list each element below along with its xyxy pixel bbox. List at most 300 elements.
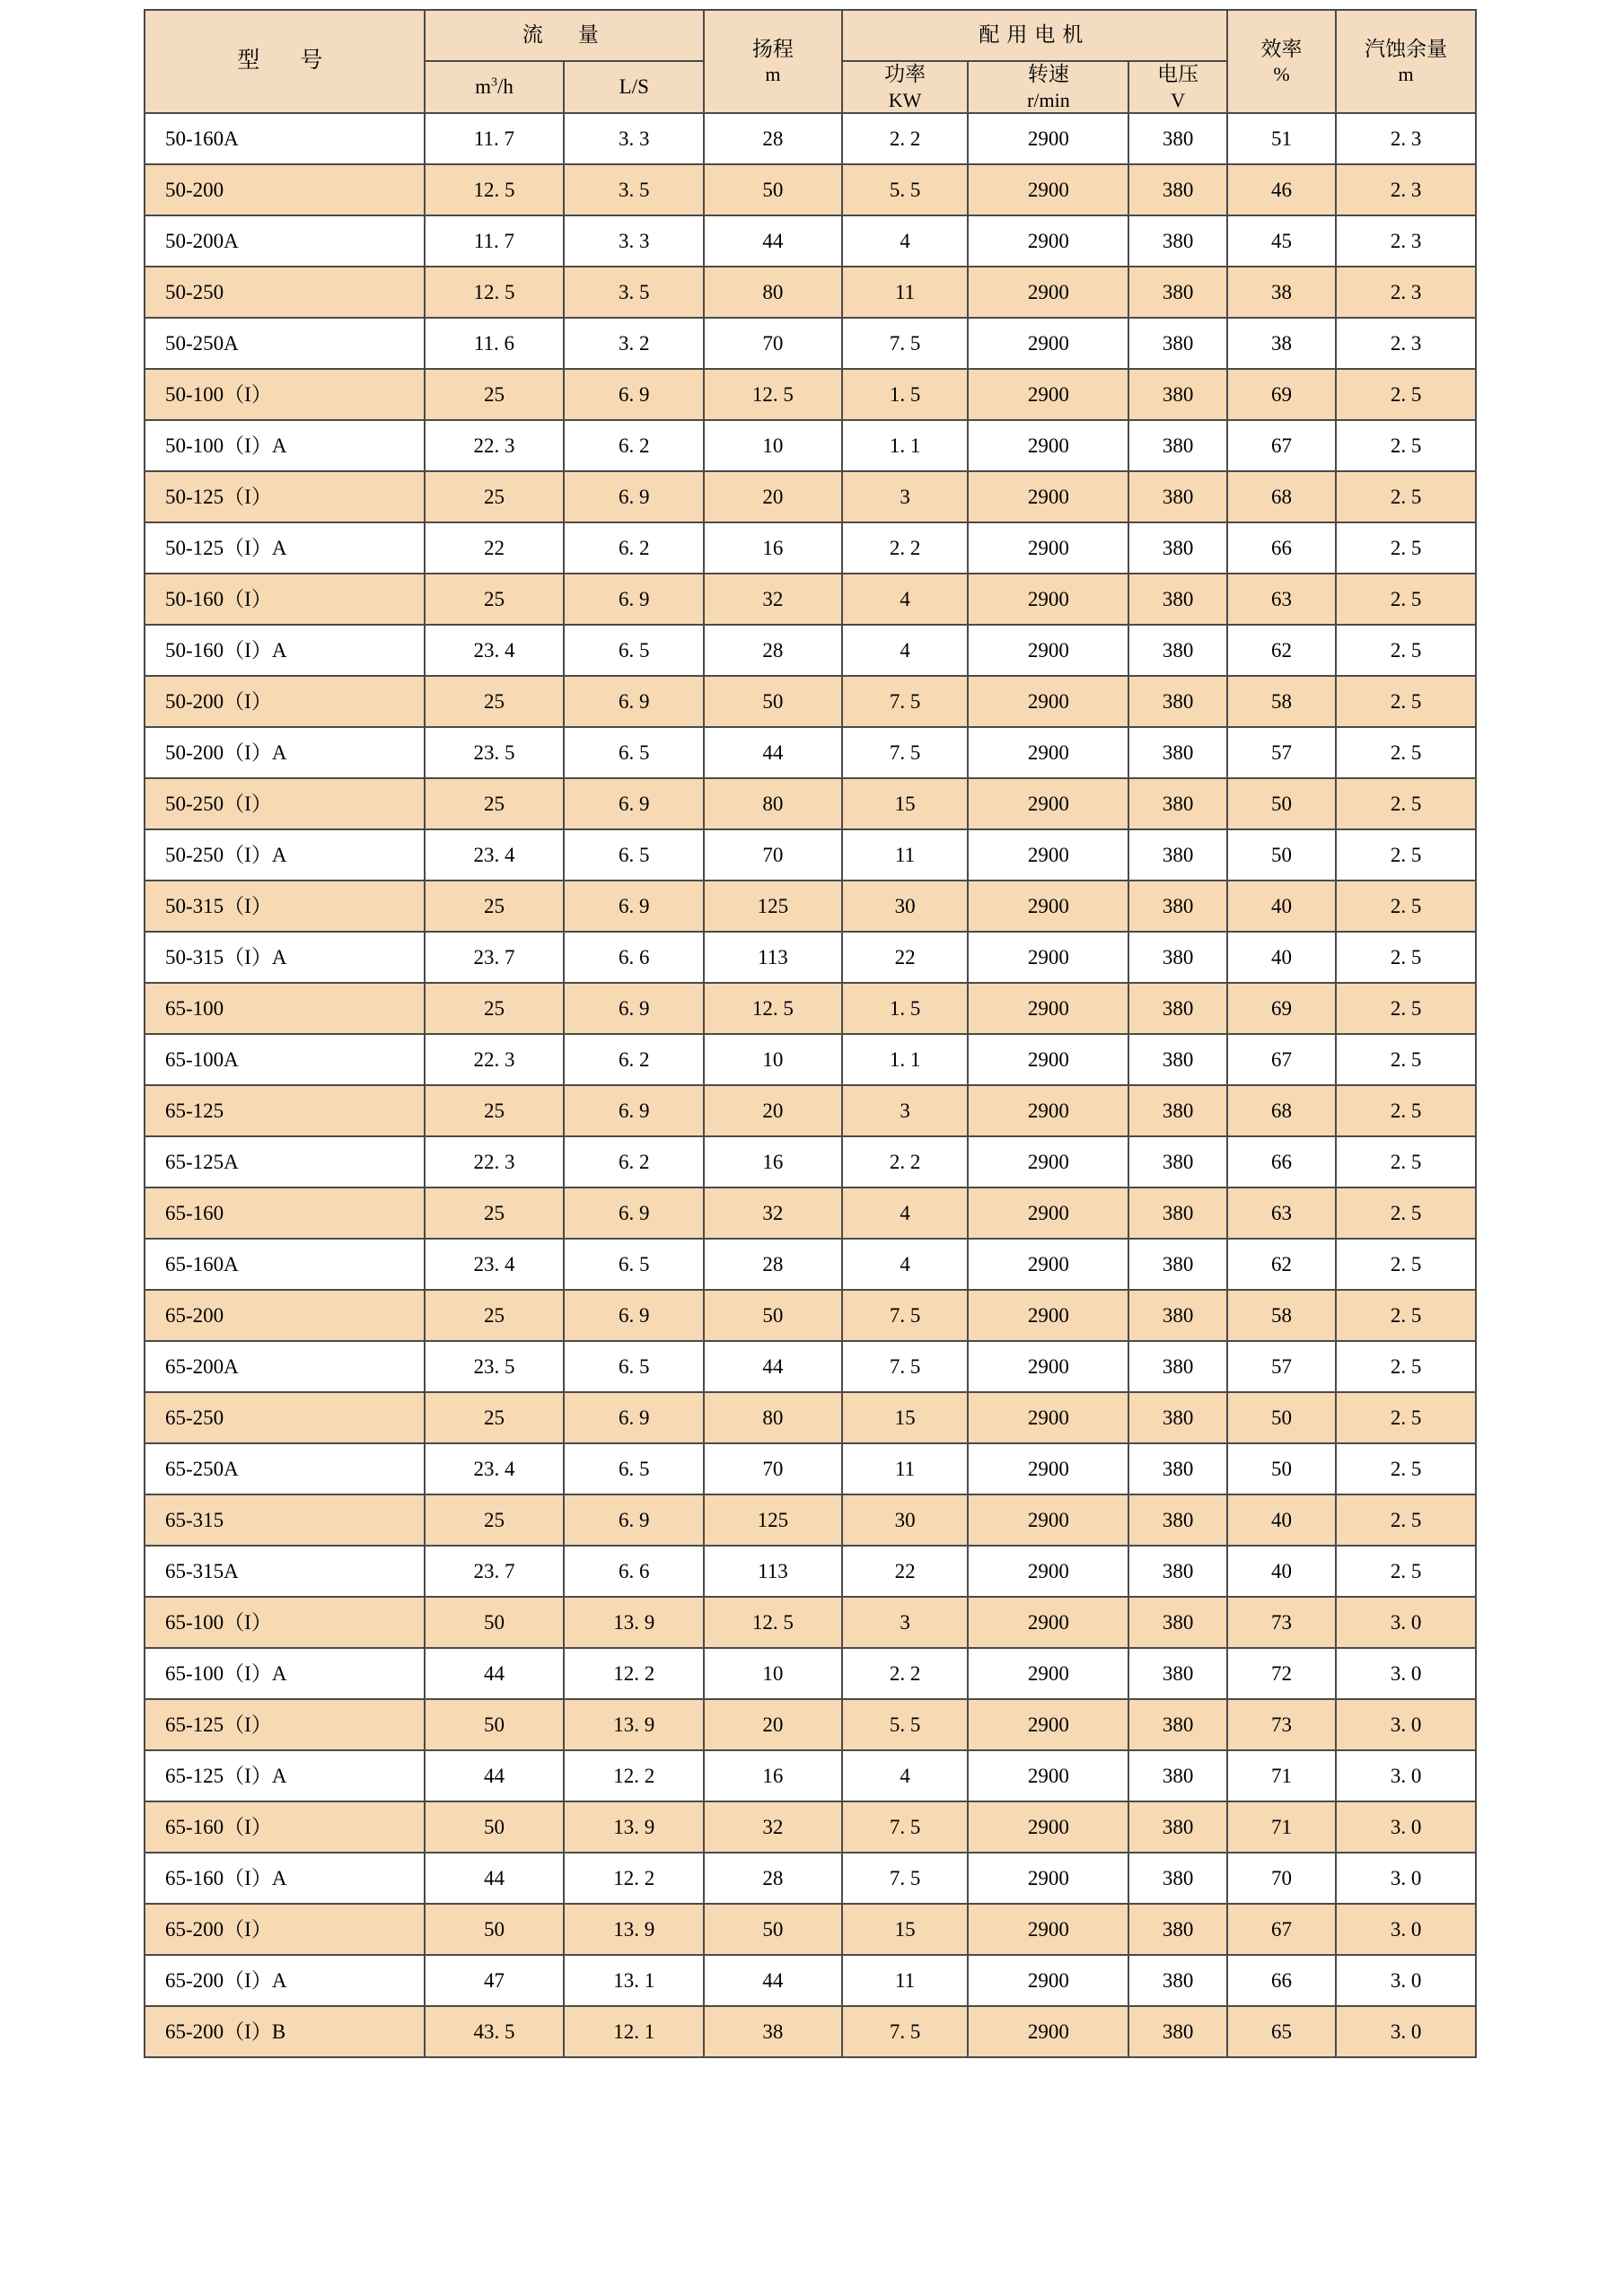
cell-flow-m3h: 11. 6: [425, 318, 565, 369]
cell-power-kw: 7. 5: [842, 727, 969, 778]
cell-power-kw: 2. 2: [842, 522, 969, 574]
cell-head: 38: [704, 2006, 841, 2057]
cell-speed-rpm: 2900: [968, 727, 1128, 778]
cell-voltage: 380: [1128, 267, 1227, 318]
cell-head: 12. 5: [704, 983, 841, 1034]
cell-efficiency: 58: [1227, 676, 1336, 727]
cell-model: 50-160（I）: [145, 574, 425, 625]
cell-speed-rpm: 2900: [968, 1750, 1128, 1801]
cell-flow-m3h: 23. 4: [425, 1239, 565, 1290]
cell-power-kw: 1. 1: [842, 1034, 969, 1085]
cell-power-kw: 1. 5: [842, 983, 969, 1034]
cell-speed-rpm: 2900: [968, 574, 1128, 625]
table-row: [145, 1290, 1476, 1341]
cell-head: 113: [704, 932, 841, 983]
cell-power-kw: 7. 5: [842, 1853, 969, 1904]
cell-flow-ls: 12. 1: [564, 2006, 704, 2057]
cell-flow-m3h: 25: [425, 881, 565, 932]
cell-power-kw: 4: [842, 1239, 969, 1290]
cell-model: 50-250（I）: [145, 778, 425, 829]
cell-model: 50-250: [145, 267, 425, 318]
cell-flow-ls: 12. 2: [564, 1853, 704, 1904]
cell-model: 65-125（I）A: [145, 1750, 425, 1801]
cell-npsh: 2. 5: [1336, 1239, 1476, 1290]
table-row: [145, 1443, 1476, 1494]
table-row: [145, 1904, 1476, 1955]
cell-flow-ls: 3. 5: [564, 267, 704, 318]
cell-flow-m3h: 25: [425, 983, 565, 1034]
cell-speed-rpm: 2900: [968, 1290, 1128, 1341]
cell-npsh: 3. 0: [1336, 1750, 1476, 1801]
cell-head: 10: [704, 1648, 841, 1699]
spec-table-page: [144, 9, 1477, 2058]
cell-head: 125: [704, 1494, 841, 1546]
cell-voltage: 380: [1128, 574, 1227, 625]
cell-flow-m3h: 25: [425, 1494, 565, 1546]
cell-flow-ls: 3. 5: [564, 164, 704, 215]
cell-model: 65-160（I）A: [145, 1853, 425, 1904]
cell-head: 16: [704, 1750, 841, 1801]
cell-npsh: 2. 5: [1336, 983, 1476, 1034]
cell-efficiency: 40: [1227, 932, 1336, 983]
cell-head: 16: [704, 522, 841, 574]
cell-speed-rpm: 2900: [968, 625, 1128, 676]
table-row: [145, 1392, 1476, 1443]
cell-npsh: 2. 5: [1336, 1034, 1476, 1085]
cell-flow-ls: 6. 2: [564, 1034, 704, 1085]
cell-npsh: 2. 5: [1336, 1494, 1476, 1546]
cell-model: 50-200（I）A: [145, 727, 425, 778]
cell-model: 65-200（I）A: [145, 1955, 425, 2006]
table-row: [145, 215, 1476, 267]
cell-speed-rpm: 2900: [968, 1136, 1128, 1187]
cell-power-kw: 15: [842, 1904, 969, 1955]
cell-flow-m3h: 25: [425, 369, 565, 420]
cell-npsh: 2. 5: [1336, 471, 1476, 522]
cell-model: 65-100: [145, 983, 425, 1034]
table-body: [145, 113, 1476, 2057]
cell-voltage: 380: [1128, 215, 1227, 267]
cell-efficiency: 68: [1227, 471, 1336, 522]
cell-model: 50-250A: [145, 318, 425, 369]
cell-power-kw: 3: [842, 471, 969, 522]
cell-efficiency: 50: [1227, 778, 1336, 829]
cell-npsh: 2. 5: [1336, 881, 1476, 932]
cell-speed-rpm: 2900: [968, 1341, 1128, 1392]
cell-flow-ls: 3. 3: [564, 113, 704, 164]
cell-model: 50-200: [145, 164, 425, 215]
cell-flow-m3h: 23. 4: [425, 625, 565, 676]
cell-efficiency: 62: [1227, 625, 1336, 676]
cell-efficiency: 45: [1227, 215, 1336, 267]
cell-model: 50-200A: [145, 215, 425, 267]
cell-speed-rpm: 2900: [968, 318, 1128, 369]
cell-head: 12. 5: [704, 1597, 841, 1648]
cell-power-kw: 5. 5: [842, 164, 969, 215]
cell-head: 80: [704, 1392, 841, 1443]
cell-flow-ls: 6. 5: [564, 625, 704, 676]
cell-flow-ls: 6. 9: [564, 676, 704, 727]
cell-flow-ls: 13. 9: [564, 1597, 704, 1648]
cell-head: 44: [704, 727, 841, 778]
cell-efficiency: 70: [1227, 1853, 1336, 1904]
cell-flow-m3h: 22: [425, 522, 565, 574]
table-row: [145, 574, 1476, 625]
header-efficiency: [1227, 10, 1336, 113]
cell-flow-ls: 12. 2: [564, 1648, 704, 1699]
cell-flow-m3h: 50: [425, 1699, 565, 1750]
header-efficiency-label: 效率: [1260, 37, 1303, 60]
header-flow-ls: L/S: [564, 61, 704, 113]
cell-power-kw: 5. 5: [842, 1699, 969, 1750]
cell-head: 113: [704, 1546, 841, 1597]
table-row: [145, 1699, 1476, 1750]
table-row: [145, 267, 1476, 318]
cell-efficiency: 67: [1227, 420, 1336, 471]
cell-npsh: 3. 0: [1336, 1955, 1476, 2006]
cell-speed-rpm: 2900: [968, 1801, 1128, 1853]
cell-head: 32: [704, 1187, 841, 1239]
cell-model: 65-160（I）: [145, 1801, 425, 1853]
cell-flow-ls: 6. 9: [564, 1494, 704, 1546]
cell-npsh: 2. 5: [1336, 829, 1476, 881]
cell-speed-rpm: 2900: [968, 829, 1128, 881]
cell-head: 12. 5: [704, 369, 841, 420]
cell-npsh: 3. 0: [1336, 1699, 1476, 1750]
cell-power-kw: 2. 2: [842, 113, 969, 164]
cell-head: 20: [704, 471, 841, 522]
cell-efficiency: 50: [1227, 1443, 1336, 1494]
cell-flow-m3h: 22. 3: [425, 1136, 565, 1187]
table-header: [145, 10, 1476, 113]
cell-head: 80: [704, 778, 841, 829]
cell-voltage: 380: [1128, 1290, 1227, 1341]
cell-efficiency: 63: [1227, 1187, 1336, 1239]
cell-head: 10: [704, 1034, 841, 1085]
table-row: [145, 1750, 1476, 1801]
cell-flow-m3h: 11. 7: [425, 113, 565, 164]
header-voltage-unit: V: [1171, 88, 1186, 111]
cell-npsh: 2. 5: [1336, 676, 1476, 727]
cell-flow-m3h: 25: [425, 676, 565, 727]
table-row: [145, 1085, 1476, 1136]
cell-speed-rpm: 2900: [968, 983, 1128, 1034]
cell-model: 65-315: [145, 1494, 425, 1546]
cell-head: 28: [704, 113, 841, 164]
cell-flow-m3h: 50: [425, 1801, 565, 1853]
cell-head: 20: [704, 1699, 841, 1750]
cell-flow-ls: 6. 2: [564, 420, 704, 471]
table-row: [145, 1136, 1476, 1187]
table-row: [145, 1597, 1476, 1648]
cell-model: 65-125（I）: [145, 1699, 425, 1750]
cell-head: 125: [704, 881, 841, 932]
cell-voltage: 380: [1128, 625, 1227, 676]
cell-efficiency: 38: [1227, 318, 1336, 369]
cell-npsh: 2. 3: [1336, 318, 1476, 369]
cell-npsh: 2. 5: [1336, 1392, 1476, 1443]
cell-voltage: 380: [1128, 676, 1227, 727]
cell-efficiency: 50: [1227, 829, 1336, 881]
cell-flow-m3h: 11. 7: [425, 215, 565, 267]
cell-efficiency: 51: [1227, 113, 1336, 164]
cell-flow-m3h: 44: [425, 1853, 565, 1904]
cell-model: 50-125（I）A: [145, 522, 425, 574]
cell-power-kw: 11: [842, 829, 969, 881]
cell-speed-rpm: 2900: [968, 1546, 1128, 1597]
cell-npsh: 2. 5: [1336, 1187, 1476, 1239]
cell-npsh: 2. 5: [1336, 420, 1476, 471]
cell-head: 44: [704, 215, 841, 267]
table-row: [145, 932, 1476, 983]
cell-efficiency: 40: [1227, 1494, 1336, 1546]
cell-flow-ls: 6. 9: [564, 1187, 704, 1239]
cell-efficiency: 73: [1227, 1597, 1336, 1648]
table-row: [145, 318, 1476, 369]
table-row: [145, 778, 1476, 829]
cell-voltage: 380: [1128, 522, 1227, 574]
cell-efficiency: 71: [1227, 1801, 1336, 1853]
cell-head: 50: [704, 1290, 841, 1341]
cell-voltage: 380: [1128, 2006, 1227, 2057]
header-flow-m3h: [425, 61, 565, 113]
header-power: [842, 61, 969, 113]
header-efficiency-unit: %: [1273, 63, 1290, 86]
cell-speed-rpm: 2900: [968, 113, 1128, 164]
header-row-1: [145, 10, 1476, 61]
header-model: 型 号: [145, 10, 425, 113]
header-speed: [968, 61, 1128, 113]
cell-power-kw: 4: [842, 1187, 969, 1239]
table-row: [145, 1187, 1476, 1239]
cell-flow-ls: 3. 2: [564, 318, 704, 369]
cell-flow-m3h: 44: [425, 1648, 565, 1699]
cell-efficiency: 63: [1227, 574, 1336, 625]
cell-efficiency: 69: [1227, 369, 1336, 420]
cell-flow-m3h: 23. 7: [425, 1546, 565, 1597]
cell-speed-rpm: 2900: [968, 1494, 1128, 1546]
cell-head: 44: [704, 1341, 841, 1392]
cell-head: 32: [704, 574, 841, 625]
table-row: [145, 1801, 1476, 1853]
cell-head: 80: [704, 267, 841, 318]
cell-model: 65-200A: [145, 1341, 425, 1392]
cell-power-kw: 15: [842, 1392, 969, 1443]
cell-flow-ls: 6. 9: [564, 778, 704, 829]
cell-power-kw: 7. 5: [842, 1290, 969, 1341]
header-voltage: [1128, 61, 1227, 113]
cell-speed-rpm: 2900: [968, 1597, 1128, 1648]
cell-speed-rpm: 2900: [968, 1904, 1128, 1955]
table-row: [145, 1648, 1476, 1699]
cell-speed-rpm: 2900: [968, 1699, 1128, 1750]
cell-voltage: 380: [1128, 1494, 1227, 1546]
cell-speed-rpm: 2900: [968, 1955, 1128, 2006]
cell-model: 65-250A: [145, 1443, 425, 1494]
cell-voltage: 380: [1128, 420, 1227, 471]
cell-flow-ls: 13. 9: [564, 1699, 704, 1750]
cell-power-kw: 22: [842, 1546, 969, 1597]
cell-npsh: 3. 0: [1336, 1597, 1476, 1648]
cell-speed-rpm: 2900: [968, 215, 1128, 267]
cell-voltage: 380: [1128, 1341, 1227, 1392]
cell-efficiency: 73: [1227, 1699, 1336, 1750]
cell-npsh: 2. 3: [1336, 164, 1476, 215]
cell-model: 65-125: [145, 1085, 425, 1136]
cell-voltage: 380: [1128, 778, 1227, 829]
cell-flow-ls: 6. 9: [564, 1085, 704, 1136]
cell-voltage: 380: [1128, 1187, 1227, 1239]
cell-voltage: 380: [1128, 1699, 1227, 1750]
cell-model: 65-200（I）: [145, 1904, 425, 1955]
cell-power-kw: 30: [842, 881, 969, 932]
cell-head: 44: [704, 1955, 841, 2006]
cell-power-kw: 7. 5: [842, 318, 969, 369]
cell-npsh: 2. 5: [1336, 1136, 1476, 1187]
cell-power-kw: 7. 5: [842, 1341, 969, 1392]
cell-flow-ls: 3. 3: [564, 215, 704, 267]
cell-flow-ls: 13. 1: [564, 1955, 704, 2006]
cell-speed-rpm: 2900: [968, 164, 1128, 215]
header-power-label: 功率: [884, 63, 926, 85]
table-row: [145, 420, 1476, 471]
table-row: [145, 676, 1476, 727]
header-npsh: [1336, 10, 1476, 113]
cell-head: 16: [704, 1136, 841, 1187]
cell-flow-ls: 6. 2: [564, 1136, 704, 1187]
cell-efficiency: 58: [1227, 1290, 1336, 1341]
cell-head: 28: [704, 1239, 841, 1290]
cell-voltage: 380: [1128, 318, 1227, 369]
cell-speed-rpm: 2900: [968, 1392, 1128, 1443]
cell-model: 65-200（I）B: [145, 2006, 425, 2057]
cell-efficiency: 62: [1227, 1239, 1336, 1290]
cell-flow-m3h: 23. 4: [425, 829, 565, 881]
cell-model: 65-100（I）A: [145, 1648, 425, 1699]
header-motor-group: 配用电机: [842, 10, 1227, 61]
cell-flow-m3h: 23. 5: [425, 727, 565, 778]
cell-head: 70: [704, 318, 841, 369]
header-head-unit: m: [765, 63, 781, 86]
cell-npsh: 2. 5: [1336, 574, 1476, 625]
cell-flow-ls: 6. 5: [564, 829, 704, 881]
cell-voltage: 380: [1128, 1392, 1227, 1443]
cell-speed-rpm: 2900: [968, 1034, 1128, 1085]
cell-head: 20: [704, 1085, 841, 1136]
cell-speed-rpm: 2900: [968, 471, 1128, 522]
cell-flow-ls: 6. 9: [564, 574, 704, 625]
cell-head: 28: [704, 1853, 841, 1904]
cell-npsh: 3. 0: [1336, 1904, 1476, 1955]
cell-voltage: 380: [1128, 1801, 1227, 1853]
cell-flow-m3h: 25: [425, 1392, 565, 1443]
cell-model: 50-160（I）A: [145, 625, 425, 676]
cell-npsh: 2. 5: [1336, 932, 1476, 983]
table-row: [145, 369, 1476, 420]
cell-flow-m3h: 25: [425, 778, 565, 829]
cell-speed-rpm: 2900: [968, 1853, 1128, 1904]
header-flow-group: 流 量: [425, 10, 705, 61]
table-row: [145, 1341, 1476, 1392]
cell-power-kw: 11: [842, 267, 969, 318]
cell-flow-ls: 12. 2: [564, 1750, 704, 1801]
cell-voltage: 380: [1128, 1034, 1227, 1085]
cell-npsh: 2. 5: [1336, 625, 1476, 676]
cell-flow-ls: 6. 5: [564, 1239, 704, 1290]
cell-voltage: 380: [1128, 1853, 1227, 1904]
cell-flow-m3h: 12. 5: [425, 164, 565, 215]
cell-voltage: 380: [1128, 113, 1227, 164]
cell-efficiency: 67: [1227, 1904, 1336, 1955]
cell-efficiency: 68: [1227, 1085, 1336, 1136]
header-speed-label: 转速: [1027, 63, 1069, 85]
cell-speed-rpm: 2900: [968, 881, 1128, 932]
cell-flow-m3h: 44: [425, 1750, 565, 1801]
cell-speed-rpm: 2900: [968, 1648, 1128, 1699]
cell-power-kw: 3: [842, 1085, 969, 1136]
cell-flow-m3h: 22. 3: [425, 1034, 565, 1085]
cell-efficiency: 71: [1227, 1750, 1336, 1801]
table-row: [145, 1853, 1476, 1904]
cell-npsh: 3. 0: [1336, 2006, 1476, 2057]
table-row: [145, 471, 1476, 522]
cell-npsh: 2. 5: [1336, 1085, 1476, 1136]
cell-power-kw: 2. 2: [842, 1136, 969, 1187]
cell-model: 50-100（I）: [145, 369, 425, 420]
cell-model: 50-125（I）: [145, 471, 425, 522]
table-row: [145, 727, 1476, 778]
cell-power-kw: 3: [842, 1597, 969, 1648]
cell-voltage: 380: [1128, 1085, 1227, 1136]
cell-voltage: 380: [1128, 1597, 1227, 1648]
cell-npsh: 2. 5: [1336, 1341, 1476, 1392]
cell-efficiency: 50: [1227, 1392, 1336, 1443]
cell-power-kw: 4: [842, 215, 969, 267]
cell-head: 70: [704, 829, 841, 881]
cell-power-kw: 4: [842, 1750, 969, 1801]
cell-flow-m3h: 50: [425, 1597, 565, 1648]
cell-flow-ls: 6. 9: [564, 881, 704, 932]
cell-voltage: 380: [1128, 1750, 1227, 1801]
cell-speed-rpm: 2900: [968, 1443, 1128, 1494]
cell-power-kw: 2. 2: [842, 1648, 969, 1699]
cell-voltage: 380: [1128, 1443, 1227, 1494]
table-row: [145, 113, 1476, 164]
pump-specification-table: [144, 9, 1477, 2058]
cell-flow-m3h: 23. 5: [425, 1341, 565, 1392]
table-row: [145, 1955, 1476, 2006]
cell-flow-m3h: 23. 7: [425, 932, 565, 983]
table-row: [145, 1034, 1476, 1085]
cell-speed-rpm: 2900: [968, 932, 1128, 983]
cell-efficiency: 66: [1227, 522, 1336, 574]
cell-head: 70: [704, 1443, 841, 1494]
cell-flow-ls: 6. 9: [564, 369, 704, 420]
cell-head: 50: [704, 676, 841, 727]
cell-speed-rpm: 2900: [968, 1085, 1128, 1136]
cell-flow-m3h: 25: [425, 1085, 565, 1136]
cell-voltage: 380: [1128, 1239, 1227, 1290]
cell-flow-ls: 6. 6: [564, 932, 704, 983]
cell-model: 50-315（I）A: [145, 932, 425, 983]
cell-efficiency: 57: [1227, 727, 1336, 778]
cell-speed-rpm: 2900: [968, 2006, 1128, 2057]
table-row: [145, 1546, 1476, 1597]
cell-model: 50-315（I）: [145, 881, 425, 932]
cell-head: 50: [704, 164, 841, 215]
cell-head: 32: [704, 1801, 841, 1853]
cell-flow-ls: 6. 2: [564, 522, 704, 574]
